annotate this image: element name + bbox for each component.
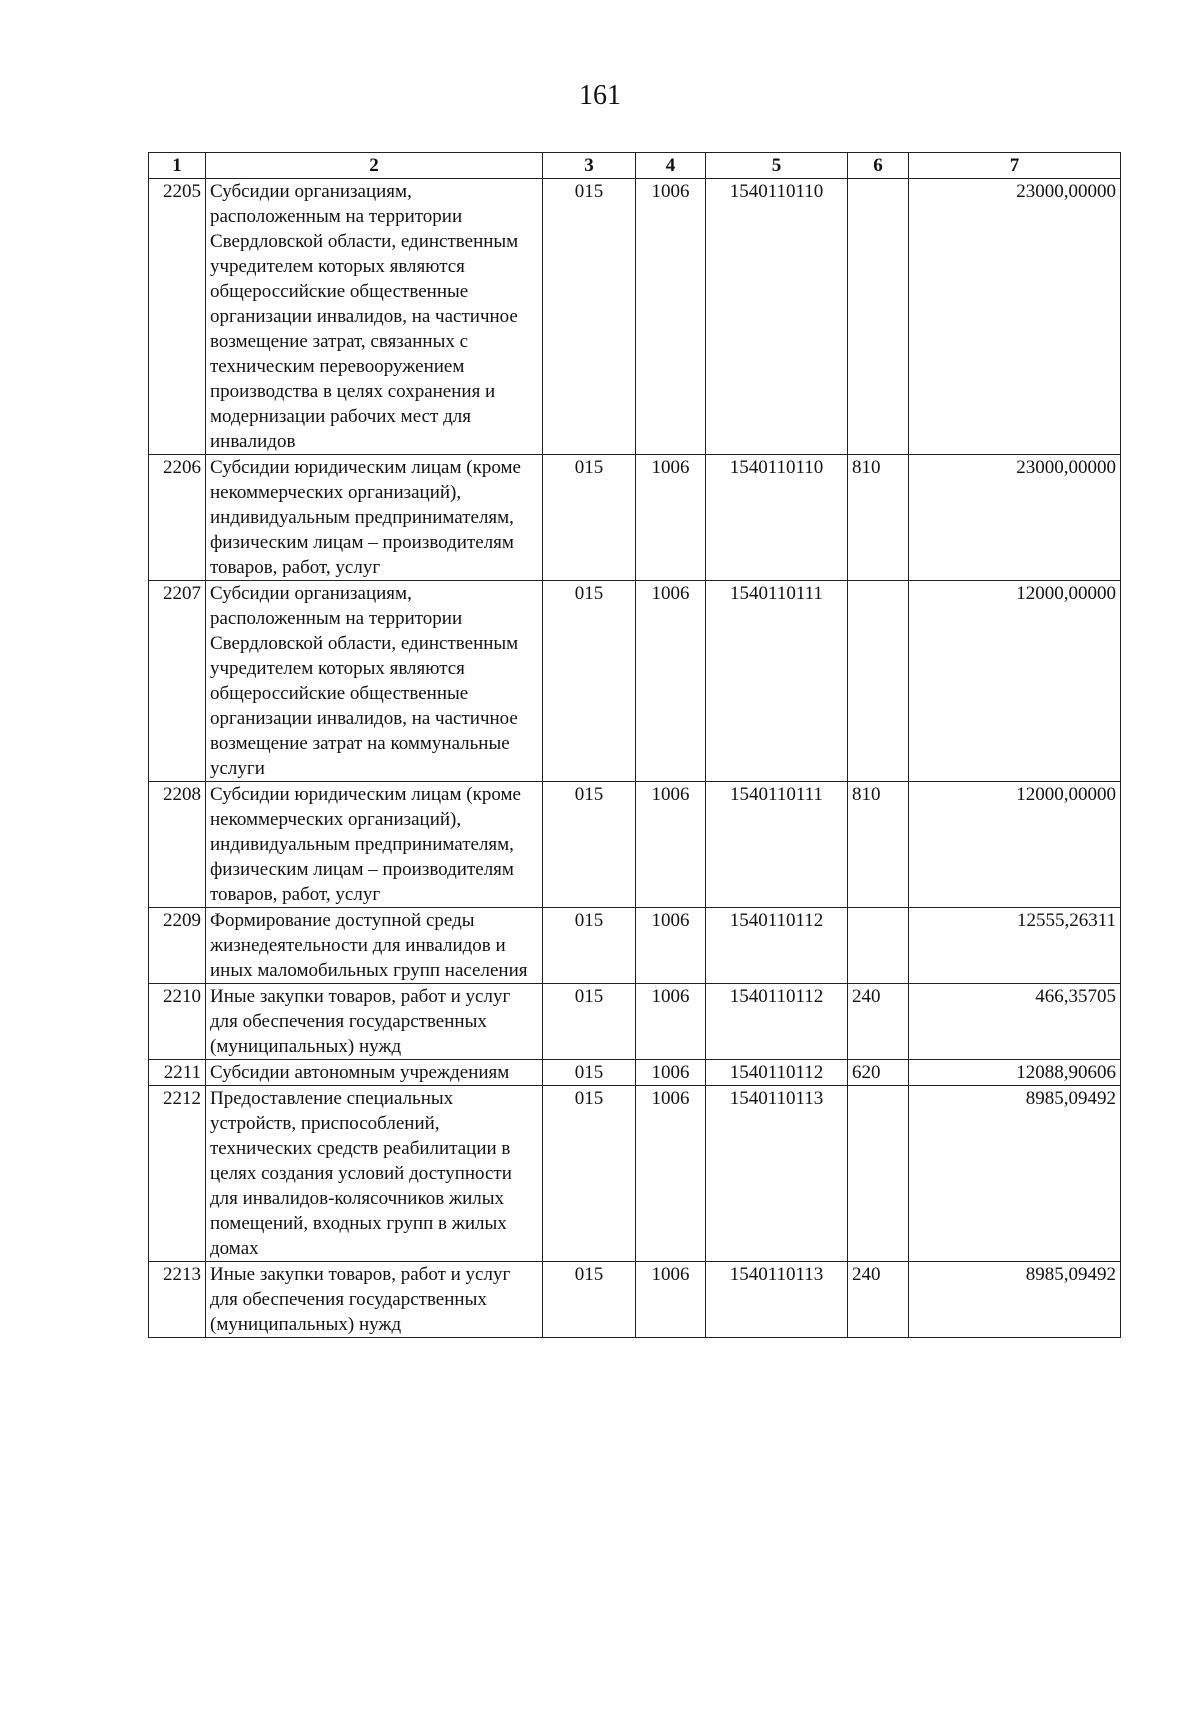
row-expense-type — [848, 1086, 909, 1262]
row-target-code: 1540110111 — [706, 782, 848, 908]
row-ministry-code: 015 — [543, 1086, 636, 1262]
row-section-code: 1006 — [636, 782, 706, 908]
row-target-code: 1540110111 — [706, 581, 848, 782]
row-number: 2205 — [149, 179, 206, 455]
table-header-row — [149, 153, 1121, 179]
column-header: 5 — [706, 153, 848, 179]
row-ministry-code: 015 — [543, 1060, 636, 1086]
row-target-code: 1540110110 — [706, 179, 848, 455]
row-expense-type: 810 — [848, 782, 909, 908]
row-expense-type: 240 — [848, 1262, 909, 1338]
row-amount: 12000,00000 — [909, 782, 1121, 908]
row-amount: 466,35705 — [909, 984, 1121, 1060]
column-header: 6 — [848, 153, 909, 179]
row-expense-type — [848, 908, 909, 984]
row-target-code: 1540110112 — [706, 984, 848, 1060]
row-expense-type: 240 — [848, 984, 909, 1060]
row-amount: 12555,26311 — [909, 908, 1121, 984]
column-header: 7 — [909, 153, 1121, 179]
row-name: Иные закупки товаров, работ и услуг для обеспечения государственных (муниципальных) нужд — [206, 1262, 543, 1338]
table-row — [149, 1262, 1121, 1338]
row-name: Субсидии организациям, расположенным на территории Свердловской области, единственным учредителем которых являются общероссийские общественные организации инвалидов, на частичное возмещение затрат, связанных с техническим перевооружением производства в целях сохранения и модернизации рабочих мест для инвалидов — [206, 179, 543, 455]
row-ministry-code: 015 — [543, 782, 636, 908]
row-number: 2213 — [149, 1262, 206, 1338]
row-section-code: 1006 — [636, 1086, 706, 1262]
row-name: Субсидии организациям, расположенным на территории Свердловской области, единственным учредителем которых являются общероссийские общественные организации инвалидов, на частичное возмещение затрат на коммунальные услуги — [206, 581, 543, 782]
row-ministry-code: 015 — [543, 984, 636, 1060]
row-expense-type: 810 — [848, 455, 909, 581]
row-name: Иные закупки товаров, работ и услуг для обеспечения государственных (муниципальных) нужд — [206, 984, 543, 1060]
row-section-code: 1006 — [636, 1060, 706, 1086]
table-row — [149, 908, 1121, 984]
row-section-code: 1006 — [636, 1262, 706, 1338]
table-row — [149, 455, 1121, 581]
table-row — [149, 179, 1121, 455]
row-target-code: 1540110113 — [706, 1262, 848, 1338]
row-ministry-code: 015 — [543, 581, 636, 782]
row-ministry-code: 015 — [543, 908, 636, 984]
column-header: 2 — [206, 153, 543, 179]
row-number: 2207 — [149, 581, 206, 782]
row-number: 2208 — [149, 782, 206, 908]
row-section-code: 1006 — [636, 581, 706, 782]
row-ministry-code: 015 — [543, 455, 636, 581]
row-amount: 23000,00000 — [909, 455, 1121, 581]
row-section-code: 1006 — [636, 984, 706, 1060]
row-name: Предоставление специальных устройств, приспособлений, технических средств реабилитации в целях создания условий доступности для инвалидов-колясочников жилых помещений, входных групп в жилых домах — [206, 1086, 543, 1262]
row-expense-type — [848, 179, 909, 455]
row-target-code: 1540110112 — [706, 908, 848, 984]
column-header: 4 — [636, 153, 706, 179]
table-row — [149, 782, 1121, 908]
row-target-code: 1540110110 — [706, 455, 848, 581]
column-header: 1 — [149, 153, 206, 179]
table-row — [149, 581, 1121, 782]
row-section-code: 1006 — [636, 455, 706, 581]
row-amount: 8985,09492 — [909, 1262, 1121, 1338]
row-number: 2212 — [149, 1086, 206, 1262]
page-number: 161 — [579, 80, 621, 111]
row-name: Субсидии автономным учреждениям — [206, 1060, 543, 1086]
row-ministry-code: 015 — [543, 179, 636, 455]
table-row — [149, 1060, 1121, 1086]
row-name: Формирование доступной среды жизнедеятельности для инвалидов и иных маломобильных групп населения — [206, 908, 543, 984]
table-row — [149, 1086, 1121, 1262]
row-section-code: 1006 — [636, 908, 706, 984]
row-name: Субсидии юридическим лицам (кроме некоммерческих организаций), индивидуальным предпринимателям, физическим лицам – производителям товаров, работ, услуг — [206, 455, 543, 581]
row-amount: 8985,09492 — [909, 1086, 1121, 1262]
row-expense-type — [848, 581, 909, 782]
column-header: 3 — [543, 153, 636, 179]
budget-table — [148, 152, 1121, 1338]
row-target-code: 1540110112 — [706, 1060, 848, 1086]
row-amount: 12088,90606 — [909, 1060, 1121, 1086]
row-amount: 12000,00000 — [909, 581, 1121, 782]
row-number: 2206 — [149, 455, 206, 581]
row-name: Субсидии юридическим лицам (кроме некоммерческих организаций), индивидуальным предпринимателям, физическим лицам – производителям товаров, работ, услуг — [206, 782, 543, 908]
row-number: 2211 — [149, 1060, 206, 1086]
row-ministry-code: 015 — [543, 1262, 636, 1338]
table-row — [149, 984, 1121, 1060]
row-expense-type: 620 — [848, 1060, 909, 1086]
row-amount: 23000,00000 — [909, 179, 1121, 455]
row-number: 2210 — [149, 984, 206, 1060]
row-section-code: 1006 — [636, 179, 706, 455]
row-target-code: 1540110113 — [706, 1086, 848, 1262]
row-number: 2209 — [149, 908, 206, 984]
